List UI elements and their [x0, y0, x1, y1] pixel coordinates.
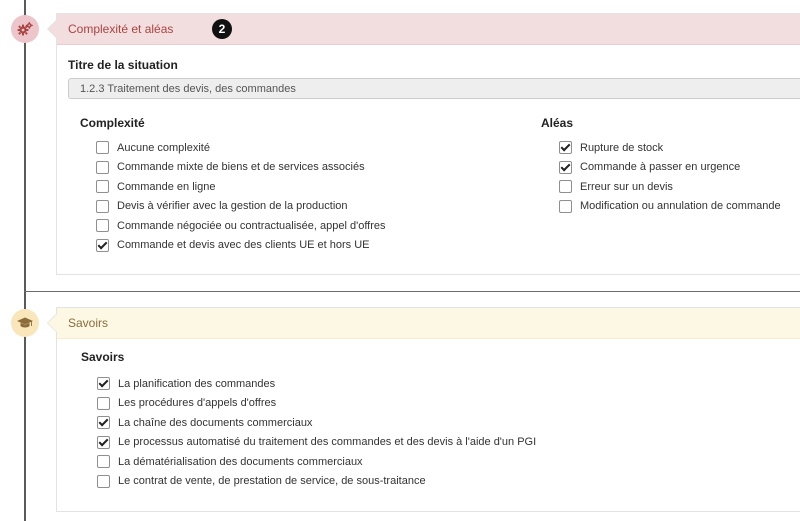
- checkbox-label: Commande en ligne: [117, 180, 216, 193]
- checkbox-label: Commande mixte de biens et de services associés: [117, 161, 365, 174]
- checkbox-checked[interactable]: [97, 416, 110, 429]
- checkbox-label: Erreur sur un devis: [580, 180, 673, 193]
- titre-situation-field: 1.2.3 Traitement des devis, des commandes: [68, 78, 800, 99]
- graduation-cap-icon: [17, 317, 33, 329]
- aleas-list: [559, 138, 781, 216]
- complexite-item-negociee[interactable]: [96, 216, 386, 236]
- savoirs-item-contrat[interactable]: [97, 472, 536, 492]
- step-number-badge: 2: [212, 19, 232, 39]
- checkbox[interactable]: [96, 219, 109, 232]
- checkbox[interactable]: [96, 200, 109, 213]
- aleas-item-erreur-devis[interactable]: [559, 177, 781, 197]
- checkbox[interactable]: [97, 455, 110, 468]
- checkbox-label: Devis à vérifier avec la gestion de la production: [117, 200, 348, 213]
- savoirs-item-chaine-documents[interactable]: [97, 413, 536, 433]
- checkbox-checked[interactable]: [97, 377, 110, 390]
- savoirs-item-processus-pgi[interactable]: [97, 433, 536, 453]
- aleas-item-urgence[interactable]: [559, 158, 781, 178]
- complexite-list: [96, 138, 386, 255]
- checkbox-checked[interactable]: [559, 141, 572, 154]
- panel-complexite-aleas: [56, 13, 800, 275]
- checkbox-checked[interactable]: [97, 436, 110, 449]
- panel-heading-savoirs: [57, 308, 800, 339]
- panel-heading-complexite-aleas: [57, 14, 800, 45]
- checkbox-label: Les procédures d'appels d'offres: [118, 397, 277, 410]
- savoirs-heading: Savoirs: [81, 350, 125, 364]
- checkbox-label: Rupture de stock: [580, 141, 664, 154]
- panel-title: Savoirs: [68, 316, 109, 330]
- checkbox[interactable]: [97, 397, 110, 410]
- checkbox-label: Commande négociée ou contractualisée, appel d'offres: [117, 219, 386, 232]
- checkbox-label: Modification ou annulation de commande: [580, 200, 781, 213]
- complexite-item-devis-production[interactable]: [96, 197, 386, 217]
- complexite-item-aucune[interactable]: [96, 138, 386, 158]
- savoirs-item-appels-offres[interactable]: [97, 394, 536, 414]
- checkbox-label: Le processus automatisé du traitement des commandes et des devis à l'aide d'un PGI: [118, 436, 537, 449]
- checkbox-label: La chaîne des documents commerciaux: [118, 416, 313, 429]
- checkbox-label: Commande et devis avec des clients UE et hors UE: [117, 239, 370, 252]
- checkbox-label: Le contrat de vente, de prestation de service, de sous-traitance: [118, 475, 426, 488]
- checkbox[interactable]: [559, 200, 572, 213]
- checkbox[interactable]: [96, 141, 109, 154]
- section-divider: [24, 291, 800, 292]
- savoirs-item-planification[interactable]: [97, 374, 536, 394]
- savoirs-item-dematerialisation[interactable]: [97, 452, 536, 472]
- complexite-heading: Complexité: [80, 116, 145, 130]
- checkbox-label: Aucune complexité: [117, 141, 210, 154]
- checkbox-label: La dématérialisation des documents commerciaux: [118, 455, 363, 468]
- panel-savoirs: [56, 307, 800, 512]
- checkbox[interactable]: [559, 180, 572, 193]
- checkbox-checked[interactable]: [96, 239, 109, 252]
- checkbox-checked[interactable]: [559, 161, 572, 174]
- checkbox[interactable]: [96, 161, 109, 174]
- complexite-item-ue-hors-ue[interactable]: [96, 236, 386, 256]
- timeline-badge-aleas: [11, 15, 39, 43]
- gears-icon: [17, 22, 33, 36]
- complexite-item-mixte[interactable]: [96, 158, 386, 178]
- aleas-item-rupture-stock[interactable]: [559, 138, 781, 158]
- checkbox[interactable]: [97, 475, 110, 488]
- checkbox[interactable]: [96, 180, 109, 193]
- aleas-heading: Aléas: [541, 116, 574, 130]
- checkbox-label: Commande à passer en urgence: [580, 161, 741, 174]
- savoirs-list: [97, 374, 536, 491]
- complexite-item-en-ligne[interactable]: [96, 177, 386, 197]
- timeline-line: [24, 0, 26, 521]
- timeline-badge-savoirs: [11, 309, 39, 337]
- checkbox-label: La planification des commandes: [118, 377, 276, 390]
- panel-title: Complexité et aléas: [68, 22, 174, 36]
- titre-situation-label: Titre de la situation: [68, 58, 178, 72]
- aleas-item-modification[interactable]: [559, 197, 781, 217]
